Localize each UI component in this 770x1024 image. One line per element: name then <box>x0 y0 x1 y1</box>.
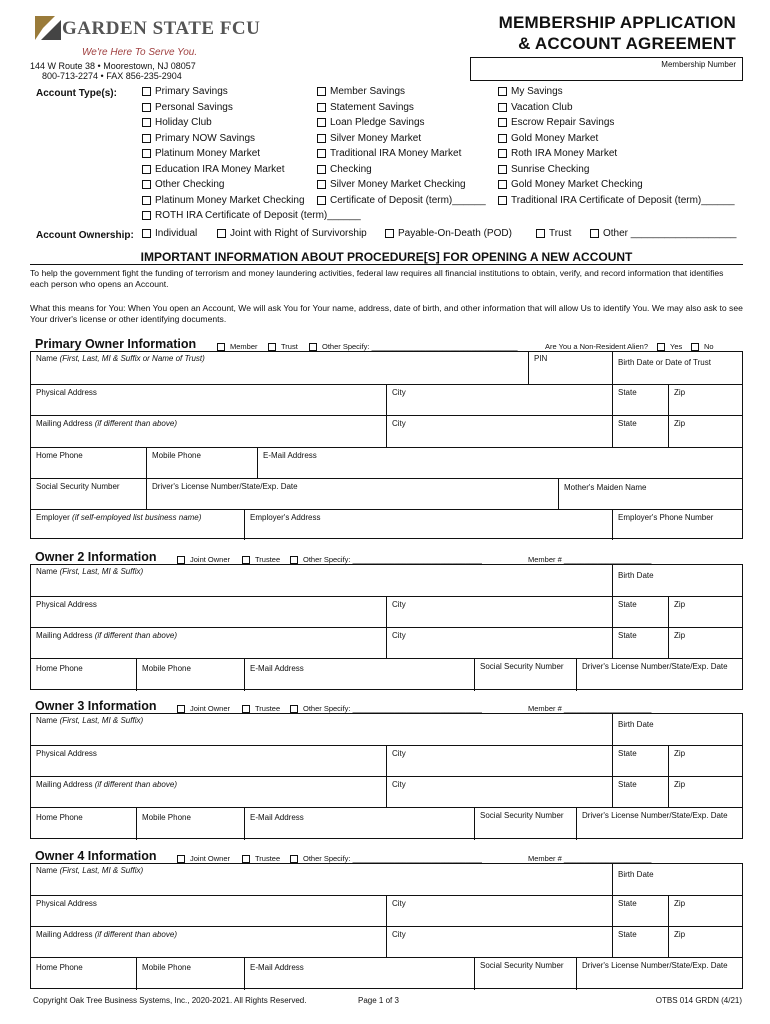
account-type-option-label: Silver Money Market Checking <box>330 179 466 190</box>
owner-3-other-checkbox[interactable] <box>290 704 482 713</box>
checkbox-box[interactable] <box>290 705 298 713</box>
ownership-option-label: Joint with Right of Survivorship <box>230 228 367 239</box>
owner-4-grid <box>30 863 743 989</box>
ownership-option[interactable] <box>142 228 197 239</box>
account-types-label: Account Type(s): <box>36 88 117 99</box>
account-ownership-label: Account Ownership: <box>36 230 134 241</box>
account-type-option[interactable] <box>142 148 260 159</box>
logo-name: GARDEN STATE FCU <box>62 18 261 39</box>
checkbox-box[interactable] <box>317 196 326 205</box>
checkbox-box[interactable] <box>142 118 151 127</box>
owner-4-other-checkbox-label: Other Specify: _______________________________ <box>303 854 482 863</box>
primary-physical-address-field[interactable]: Physical Address <box>36 388 97 397</box>
owner-2-home-phone-field[interactable]: Home Phone <box>36 664 83 673</box>
form-id: OTBS 014 GRDN (4/21) <box>655 996 742 1005</box>
owner-2-physical-address-field[interactable]: Physical Address <box>36 600 97 609</box>
checkbox-box[interactable] <box>177 855 185 863</box>
owner-3-mailing-city-field[interactable]: City <box>392 780 406 789</box>
owner-2-mailing-zip-field[interactable]: Zip <box>674 631 686 640</box>
checkbox-box[interactable] <box>317 180 326 189</box>
account-type-option[interactable] <box>142 102 233 113</box>
account-type-option[interactable] <box>498 179 643 190</box>
owner-2-joint-checkbox[interactable] <box>177 555 230 564</box>
primary-mailing-state-field[interactable]: State <box>618 419 637 428</box>
primary-employer-field[interactable]: Employer (if self-employed list business name) <box>36 513 202 522</box>
account-type-option[interactable] <box>498 164 589 175</box>
checkbox-box[interactable] <box>242 556 250 564</box>
primary-mobile-phone-field[interactable]: Mobile Phone <box>152 451 201 460</box>
account-type-option-label: Traditional IRA Money Market <box>330 148 462 159</box>
owner-2-ssn-field[interactable]: Social Security Number <box>480 662 564 671</box>
primary-zip-field[interactable]: Zip <box>674 388 686 397</box>
owner-2-drivers-license-field[interactable]: Driver's License Number/State/Exp. Date <box>582 662 728 671</box>
ownership-option[interactable] <box>536 228 571 239</box>
account-type-option-label: Primary NOW Savings <box>155 132 256 144</box>
account-type-option-label: Other Checking <box>155 179 225 190</box>
primary-home-phone-field[interactable]: Home Phone <box>36 451 83 460</box>
owner-2-grid <box>30 564 743 690</box>
nonresident-yes-checkbox[interactable] <box>657 342 682 351</box>
owner-2-mailing-city-field[interactable]: City <box>392 631 406 640</box>
credit-union-address: 144 W Route 38 • Moorestown, NJ 08057 <box>30 61 196 71</box>
checkbox-box[interactable] <box>498 87 507 96</box>
account-type-option-label: My Savings <box>511 86 563 97</box>
owner-2-email-field[interactable]: E-Mail Address <box>250 664 304 673</box>
account-type-option[interactable] <box>498 102 573 113</box>
checkbox-box[interactable] <box>317 103 326 112</box>
checkbox-box[interactable] <box>242 855 250 863</box>
primary-ssn-field[interactable]: Social Security Number <box>36 482 120 491</box>
checkbox-box[interactable] <box>142 180 151 189</box>
primary-drivers-license-field[interactable]: Driver's License Number/State/Exp. Date <box>152 482 298 491</box>
nonresident-no-label: No <box>704 342 714 351</box>
primary-birth-date-field[interactable]: Birth Date or Date of Trust <box>618 358 711 367</box>
account-type-option[interactable] <box>317 195 486 206</box>
owner-2-state-field[interactable]: State <box>618 600 637 609</box>
account-type-option[interactable] <box>142 179 224 190</box>
primary-member-label: Member <box>230 342 258 351</box>
primary-city-field[interactable]: City <box>392 388 406 397</box>
owner-2-mailing-address-field[interactable]: Mailing Address (if different than above) <box>36 631 177 640</box>
account-type-option-label: Traditional IRA Certificate of Deposit (term)______ <box>511 194 735 206</box>
account-type-option-label: Gold Money Market <box>511 132 599 144</box>
owner-3-mailing-state-field[interactable]: State <box>618 780 637 789</box>
nonresident-yes-label: Yes <box>670 342 683 351</box>
primary-trust-checkbox[interactable] <box>268 342 298 351</box>
important-info-paragraph-2: What this means for You: When You open an Account, We will ask You for Your name, address, date of birth, and other information that will allow Us to identify You. We may also ask to see Your driver's license or other identifying documents. <box>30 303 743 324</box>
owner-3-drivers-license-field[interactable]: Driver's License Number/State/Exp. Date <box>582 811 728 820</box>
primary-trust-label: Trust <box>281 342 298 351</box>
owner-4-zip-field[interactable]: Zip <box>674 899 686 908</box>
owner-4-member-number[interactable]: Member # _____________________ <box>528 854 652 863</box>
owner-4-physical-address-field[interactable]: Physical Address <box>36 899 97 908</box>
owner-4-mailing-city-field[interactable]: City <box>392 930 406 939</box>
primary-employer-address-field[interactable]: Employer's Address <box>250 513 321 522</box>
primary-state-field[interactable]: State <box>618 388 637 397</box>
owner-4-title: Owner 4 Information <box>35 849 157 863</box>
owner-2-zip-field[interactable]: Zip <box>674 600 686 609</box>
owner-4-ssn-field[interactable]: Social Security Number <box>480 961 564 970</box>
owner-3-member-number[interactable]: Member # _____________________ <box>528 704 652 713</box>
primary-maiden-name-field[interactable]: Mother's Maiden Name <box>564 483 647 492</box>
owner-4-trustee-checkbox[interactable] <box>242 854 280 863</box>
owner-4-city-field[interactable]: City <box>392 899 406 908</box>
owner-2-trustee-checkbox[interactable] <box>242 555 280 564</box>
account-type-option[interactable] <box>142 210 361 221</box>
checkbox-box[interactable] <box>498 118 507 127</box>
account-type-option[interactable] <box>317 133 421 144</box>
checkbox-box[interactable] <box>142 165 151 174</box>
nonresident-no-checkbox[interactable] <box>691 342 714 351</box>
page-number: Page 1 of 3 <box>358 996 399 1005</box>
checkbox-box[interactable] <box>317 149 326 158</box>
account-type-option-label: Escrow Repair Savings <box>511 117 615 128</box>
ownership-option-label: Other ___________________ <box>603 228 737 239</box>
owner-4-name-field[interactable]: Name (First, Last, MI & Suffix) <box>36 866 144 875</box>
owner-3-joint-checkbox[interactable] <box>177 704 230 713</box>
checkbox-box[interactable] <box>290 855 298 863</box>
important-info-paragraph-1: To help the government fight the funding of terrorism and money laundering activities, federal law requires all financial institutions to obtain, verify, and record information that identifies each person who opens an Account. <box>30 268 724 289</box>
divider <box>30 264 743 265</box>
ownership-option-label: Payable-On-Death (POD) <box>398 228 512 239</box>
checkbox-box[interactable] <box>242 705 250 713</box>
owner-4-home-phone-field[interactable]: Home Phone <box>36 963 83 972</box>
owner-3-trustee-checkbox[interactable] <box>242 704 280 713</box>
checkbox-box[interactable] <box>498 149 507 158</box>
account-type-option[interactable] <box>317 164 372 175</box>
owner-2-joint-checkbox-label: Joint Owner <box>190 555 231 564</box>
primary-email-field[interactable]: E-Mail Address <box>263 451 317 460</box>
checkbox-box[interactable] <box>317 118 326 127</box>
account-type-option[interactable] <box>317 179 466 190</box>
owner-3-name-field[interactable]: Name (First, Last, MI & Suffix) <box>36 716 144 725</box>
owner-3-birth-date-field[interactable]: Birth Date <box>618 720 654 729</box>
owner-3-mailing-address-field[interactable]: Mailing Address (if different than above) <box>36 780 177 789</box>
owner-4-mailing-address-field[interactable]: Mailing Address (if different than above) <box>36 930 177 939</box>
account-type-option[interactable] <box>142 117 212 128</box>
owner-4-state-field[interactable]: State <box>618 899 637 908</box>
checkbox-box[interactable] <box>590 229 599 238</box>
owner-3-mailing-zip-field[interactable]: Zip <box>674 780 686 789</box>
account-type-option[interactable] <box>498 86 563 97</box>
checkbox-box[interactable] <box>142 149 151 158</box>
owner-3-mobile-phone-field[interactable]: Mobile Phone <box>142 813 191 822</box>
owner-3-city-field[interactable]: City <box>392 749 406 758</box>
owner-3-state-field[interactable]: State <box>618 749 637 758</box>
owner-2-name-field[interactable]: Name (First, Last, MI & Suffix) <box>36 567 144 576</box>
primary-employer-phone-field[interactable]: Employer's Phone Number <box>618 513 714 522</box>
checkbox-box[interactable] <box>536 229 545 238</box>
account-type-option[interactable] <box>498 133 598 144</box>
account-type-option-label: Personal Savings <box>155 101 233 113</box>
primary-member-checkbox[interactable] <box>217 342 258 351</box>
owner-3-grid <box>30 713 743 839</box>
owner-2-title: Owner 2 Information <box>35 550 157 564</box>
owner-4-trustee-checkbox-label: Trustee <box>255 854 281 863</box>
account-type-option-label: Silver Money Market <box>330 132 422 144</box>
account-type-option-label: Loan Pledge Savings <box>330 117 425 128</box>
checkbox-box[interactable] <box>498 103 507 112</box>
logo-tagline: We're Here To Serve You. <box>82 47 198 58</box>
owner-3-home-phone-field[interactable]: Home Phone <box>36 813 83 822</box>
checkbox-box[interactable] <box>498 196 507 205</box>
owner-2-mobile-phone-field[interactable]: Mobile Phone <box>142 664 191 673</box>
owner-3-joint-checkbox-label: Joint Owner <box>190 704 231 713</box>
account-type-option-label: Platinum Money Market <box>155 148 261 159</box>
owner-2-mailing-state-field[interactable]: State <box>618 631 637 640</box>
account-type-option[interactable] <box>142 164 285 175</box>
owner-3-ssn-field[interactable]: Social Security Number <box>480 811 564 820</box>
checkbox-box[interactable] <box>290 556 298 564</box>
owner-2-city-field[interactable]: City <box>392 600 406 609</box>
checkbox-box[interactable] <box>142 229 151 238</box>
checkbox-box[interactable] <box>317 165 326 174</box>
account-type-option-label: Roth IRA Money Market <box>511 148 618 159</box>
ownership-option[interactable] <box>217 228 367 239</box>
ownership-option[interactable] <box>385 228 512 239</box>
account-type-option-label: Gold Money Market Checking <box>511 179 643 190</box>
owner-4-other-checkbox[interactable] <box>290 854 482 863</box>
ownership-option-label: Trust <box>549 228 572 239</box>
account-type-option-label: Member Savings <box>330 86 406 97</box>
owner-2-birth-date-field[interactable]: Birth Date <box>618 571 654 580</box>
nonresident-question: Are You a Non-Resident Alien? <box>545 342 648 351</box>
membership-number-field[interactable] <box>470 57 743 81</box>
primary-mailing-address-field[interactable]: Mailing Address (if different than above) <box>36 419 177 428</box>
owner-3-physical-address-field[interactable]: Physical Address <box>36 749 97 758</box>
owner-2-other-checkbox[interactable] <box>290 555 482 564</box>
account-type-option[interactable] <box>317 117 425 128</box>
checkbox-box[interactable] <box>142 87 151 96</box>
owner-4-mailing-state-field[interactable]: State <box>618 930 637 939</box>
account-type-option-label: Holiday Club <box>155 117 212 128</box>
owner-2-member-number[interactable]: Member # _____________________ <box>528 555 652 564</box>
owner-3-title: Owner 3 Information <box>35 699 157 713</box>
owner-4-drivers-license-field[interactable]: Driver's License Number/State/Exp. Date <box>582 961 728 970</box>
checkbox-box[interactable] <box>177 556 185 564</box>
primary-mailing-city-field[interactable]: City <box>392 419 406 428</box>
ownership-option[interactable] <box>590 228 736 239</box>
owner-3-zip-field[interactable]: Zip <box>674 749 686 758</box>
account-type-option-label: Education IRA Money Market <box>155 163 285 175</box>
checkbox-box[interactable] <box>142 134 151 143</box>
owner-2-trustee-checkbox-label: Trustee <box>255 555 281 564</box>
checkbox-box[interactable] <box>217 229 226 238</box>
account-type-option[interactable] <box>317 86 405 97</box>
account-type-option-label: Sunrise Checking <box>511 163 590 175</box>
primary-owner-title: Primary Owner Information <box>35 337 197 351</box>
checkbox-box[interactable] <box>142 211 151 220</box>
account-type-option[interactable] <box>498 117 614 128</box>
primary-name-field[interactable]: Name (First, Last, MI & Suffix or Name of Trust) <box>36 354 205 363</box>
account-type-option[interactable] <box>498 148 617 159</box>
account-type-option[interactable] <box>142 195 305 206</box>
checkbox-box[interactable] <box>498 180 507 189</box>
account-type-option-label: Vacation Club <box>511 101 573 113</box>
checkbox-box[interactable] <box>142 196 151 205</box>
owner-3-trustee-checkbox-label: Trustee <box>255 704 281 713</box>
checkbox-box[interactable] <box>385 229 394 238</box>
account-type-option[interactable] <box>142 86 228 97</box>
owner-3-email-field[interactable]: E-Mail Address <box>250 813 304 822</box>
checkbox-box[interactable] <box>498 165 507 174</box>
credit-union-phone: 800-713-2274 • FAX 856-235-2904 <box>42 71 182 81</box>
form-title-line1: MEMBERSHIP APPLICATION <box>498 13 736 32</box>
owner-4-email-field[interactable]: E-Mail Address <box>250 963 304 972</box>
copyright: Copyright Oak Tree Business Systems, Inc., 2020-2021. All Rights Reserved. <box>33 996 307 1005</box>
owner-4-joint-checkbox[interactable] <box>177 854 230 863</box>
owner-4-joint-checkbox-label: Joint Owner <box>190 854 231 863</box>
account-type-option-label: Primary Savings <box>155 86 228 97</box>
account-type-option[interactable] <box>317 148 461 159</box>
membership-number-label: Membership Number <box>661 60 736 69</box>
account-type-option[interactable] <box>317 102 414 113</box>
ownership-option-label: Individual <box>155 228 198 239</box>
account-type-option-label: Statement Savings <box>330 101 414 113</box>
primary-owner-grid <box>30 351 743 539</box>
primary-mailing-zip-field[interactable]: Zip <box>674 419 686 428</box>
account-type-option-label: ROTH IRA Certificate of Deposit (term)______ <box>155 210 361 221</box>
owner-2-other-checkbox-label: Other Specify: _______________________________ <box>303 555 482 564</box>
logo-mark-icon <box>33 14 63 44</box>
checkbox-box[interactable] <box>317 134 326 143</box>
checkbox-box[interactable] <box>317 87 326 96</box>
checkbox-box[interactable] <box>142 103 151 112</box>
primary-pin-field[interactable]: PIN <box>534 354 548 363</box>
owner-4-mailing-zip-field[interactable]: Zip <box>674 930 686 939</box>
account-type-option[interactable] <box>142 133 255 144</box>
checkbox-box[interactable] <box>498 134 507 143</box>
form-title-line2: & ACCOUNT AGREEMENT <box>518 34 736 53</box>
account-type-option-label: Certificate of Deposit (term)______ <box>330 194 486 206</box>
owner-4-mobile-phone-field[interactable]: Mobile Phone <box>142 963 191 972</box>
primary-other-label: Other Specify: ___________________________________ <box>322 342 518 351</box>
owner-4-birth-date-field[interactable]: Birth Date <box>618 870 654 879</box>
important-info-title: IMPORTANT INFORMATION ABOUT PROCEDURE[S] FOR OPENING A NEW ACCOUNT <box>140 250 633 264</box>
account-type-option-label: Checking <box>330 163 372 175</box>
owner-3-other-checkbox-label: Other Specify: _______________________________ <box>303 704 482 713</box>
primary-other-checkbox[interactable] <box>309 342 518 351</box>
account-type-option[interactable] <box>498 195 735 206</box>
account-type-option-label: Platinum Money Market Checking <box>155 194 305 206</box>
checkbox-box[interactable] <box>177 705 185 713</box>
